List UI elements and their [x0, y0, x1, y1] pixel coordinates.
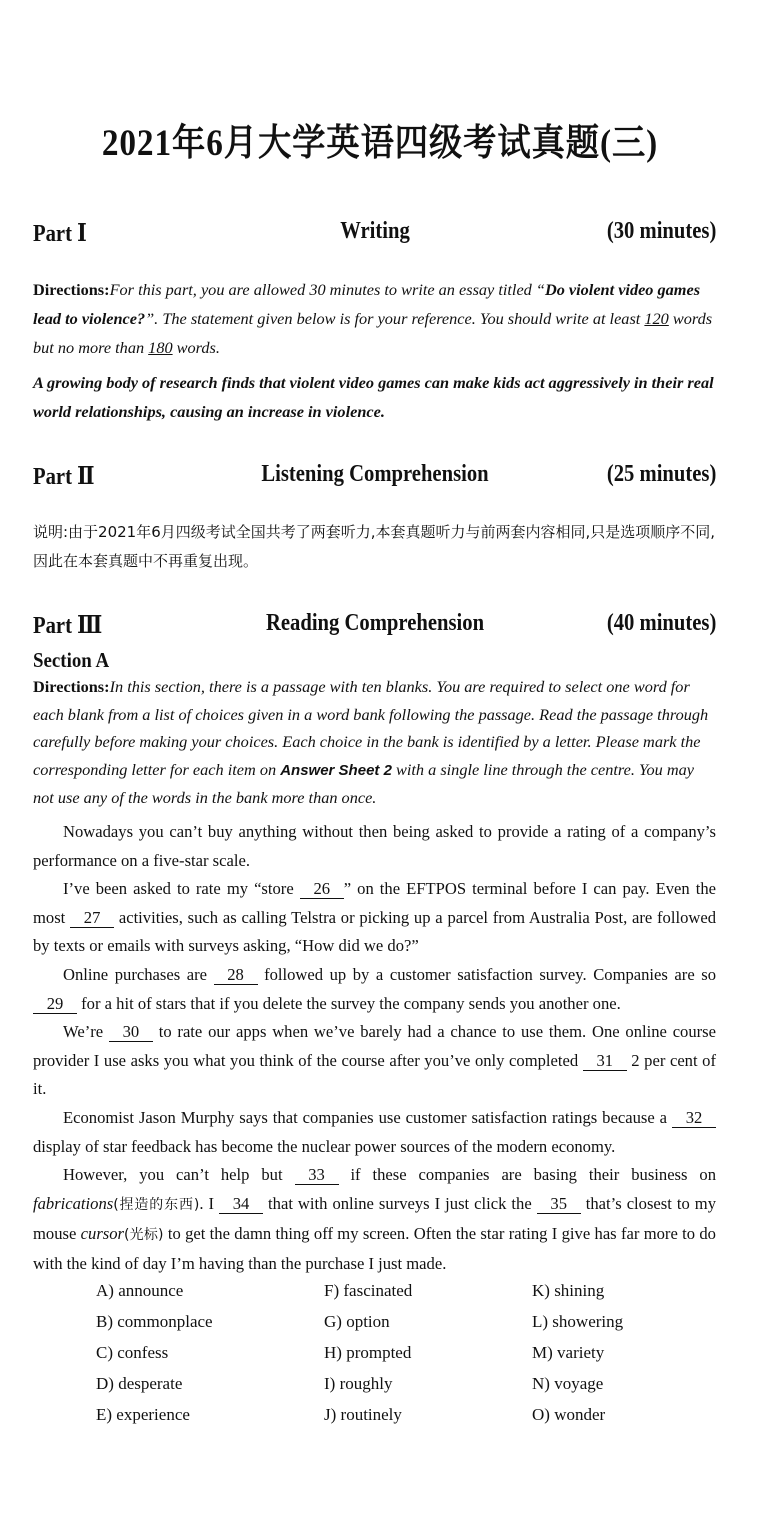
cursor-word: cursor [80, 1223, 125, 1243]
passage-paragraph-6 [33, 1161, 716, 1278]
word-option: J) routinely [324, 1405, 402, 1424]
blank-31: 31 [583, 1052, 627, 1071]
passage-text: However, you can’t help but [63, 1165, 295, 1185]
cursor-gloss: (光标) [124, 1226, 164, 1243]
passage-text: I’ve been asked to rate my “store [63, 879, 300, 899]
part3-title: Reading Comprehension [265, 610, 484, 636]
writing-statement: A growing body of research finds that violent video games can make kids act aggressively in their real world relationships, causing an increase in violence. [33, 373, 714, 421]
passage-text: followed up by a customer satisfaction survey. Companies are so [257, 964, 716, 984]
passage-paragraph-4 [33, 1018, 716, 1104]
max-words: 180 [148, 338, 173, 357]
answer-sheet-label: Answer Sheet 2 [280, 761, 392, 779]
passage-text: We’re [63, 1022, 109, 1042]
part3-time: (40 minutes) [606, 610, 716, 636]
word-bank-column-3 [532, 1281, 732, 1436]
word-option: O) wonder [532, 1405, 606, 1424]
passage-paragraph-2 [33, 875, 716, 961]
part1-directions [33, 275, 716, 362]
blank-28: 28 [214, 966, 258, 985]
word-option: H) prompted [324, 1343, 412, 1362]
passage-text: 2 per cent of it. [33, 1050, 716, 1099]
part2-time: (25 minutes) [606, 461, 716, 487]
passage-text: Economist Jason Murphy says that companies use customer satisfaction ratings because a [63, 1107, 672, 1127]
directions-text: For this part, you are allowed 30 minutes to write an essay titled “ [109, 280, 545, 299]
min-words: 120 [644, 309, 669, 328]
passage-text: activities, such as calling Telstra or picking up a parcel from Australia Post, are followed by texts or emails with surveys asking, “How did we do?” [33, 907, 717, 956]
passage-text: display of star feedback has become the nuclear power sources of the modern economy. [33, 1136, 616, 1156]
directions-text: with a single line through the centre. You may not use any of the words in the bank more than once. [33, 759, 695, 807]
blank-34: 34 [219, 1195, 263, 1214]
word-bank-column-2 [324, 1281, 524, 1436]
part3-directions [33, 673, 716, 812]
passage-text: that’s closest to my mouse [33, 1193, 716, 1243]
directions-text: ”. The statement given below is for your reference. You should write at least [145, 309, 645, 328]
word-option: M) variety [532, 1343, 605, 1362]
part3-header [33, 610, 716, 644]
passage-paragraph-3 [33, 961, 716, 1018]
blank-26: 26 [300, 880, 344, 899]
word-option: D) desperate [96, 1374, 183, 1393]
section-a-heading: Section A [33, 648, 110, 672]
part2-label: Part Ⅱ [33, 464, 95, 490]
fabrications-gloss: (捏造的东西) [113, 1196, 200, 1213]
passage-text: for a hit of stars that if you delete the survey the company sends you another one. [77, 993, 621, 1013]
part1-time: (30 minutes) [606, 218, 716, 244]
listening-note: 说明:由于2021年6月四级考试全国共考了两套听力,本套真题听力与前两套内容相同,只是选项顺序不同,因此在本套真题中不再重复出现。 [33, 523, 716, 570]
passage-text: Online purchases are [63, 964, 214, 984]
directions-lead: Directions: [33, 280, 110, 299]
blank-29: 29 [33, 995, 77, 1014]
word-option: K) shining [532, 1281, 605, 1300]
part2-title: Listening Comprehension [260, 461, 489, 487]
word-bank-column-1 [96, 1281, 296, 1436]
passage-paragraph-5 [33, 1104, 716, 1161]
blank-32: 32 [672, 1109, 716, 1128]
page-title: 2021年6月大学英语四级考试真题(三) [101, 123, 659, 164]
directions-lead: Directions: [33, 677, 110, 696]
fabrications-word: fabrications [33, 1193, 114, 1213]
blank-35: 35 [537, 1195, 581, 1214]
directions-text: words but no more than [33, 309, 713, 357]
blank-30: 30 [109, 1023, 153, 1042]
passage-text: that with online surveys I just click the [263, 1193, 537, 1213]
passage-text: if these companies are basing their business on [338, 1165, 717, 1185]
passage-text: ” on the EFTPOS terminal before I can pay. Even the most [33, 879, 716, 927]
word-option: A) announce [96, 1281, 184, 1300]
word-option: G) option [324, 1312, 390, 1331]
word-option: N) voyage [532, 1374, 604, 1393]
directions-text: words. [172, 338, 220, 357]
word-option: B) commonplace [96, 1312, 213, 1331]
reading-passage [33, 818, 716, 1278]
part1-label: Part Ⅰ [33, 221, 87, 247]
part1-title: Writing [339, 218, 410, 244]
word-option: E) experience [96, 1405, 190, 1424]
word-option: C) confess [96, 1343, 169, 1362]
blank-33: 33 [295, 1166, 339, 1185]
part2-header [33, 461, 716, 495]
directions-text: In this section, there is a passage with ten blanks. You are required to select one word for each blank from a list of choices given in a word bank following the passage. Read the passage through carefully before making your choices. Each choice in the bank is identified by a letter. Please mark the corresponding letter for each item on [33, 677, 709, 779]
passage-paragraph-1: Nowadays you can’t buy anything without then being asked to provide a rating of a company’s performance on a five-star scale. [33, 822, 716, 870]
passage-text: to get the damn thing off my screen. Often the star rating I give has far more to do with the kind of day I’m having than the purchase I just made. [33, 1223, 716, 1273]
word-option: L) showering [532, 1312, 624, 1331]
part3-label: Part Ⅲ [33, 613, 103, 639]
passage-text: . I [199, 1193, 220, 1213]
passage-text: to rate our apps when we’ve barely had a chance to use them. One online course provider I use asks you what you think of the course after you’ve only completed [33, 1022, 717, 1070]
blank-27: 27 [70, 909, 114, 928]
part1-header [33, 218, 716, 252]
word-option: F) fascinated [324, 1281, 413, 1300]
word-option: I) roughly [324, 1374, 393, 1393]
essay-title: Do violent video games lead to violence? [33, 280, 701, 328]
